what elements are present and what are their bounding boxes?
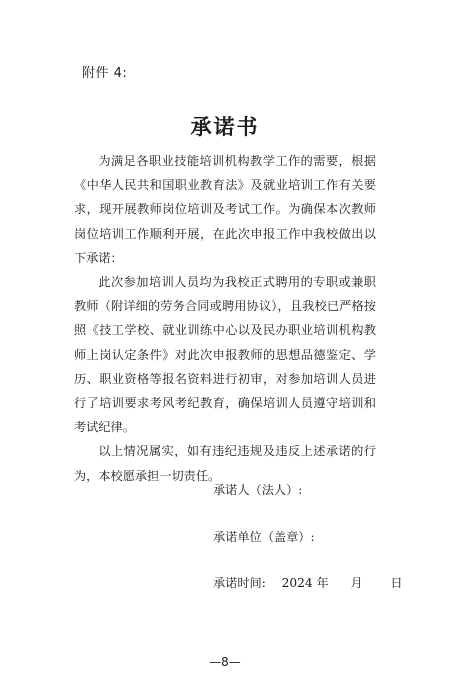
page-number: —8—	[209, 655, 241, 669]
paragraph-responsibility: 以上情况属实，如有违纪违规及违反上述承诺的行为，本校愿承担一切责任。	[74, 444, 376, 483]
date-day: 日	[390, 576, 403, 590]
signature-unit: 承诺单位（盖章）:	[213, 530, 315, 544]
date-month: 月	[350, 576, 363, 590]
date-label: 承诺时间:	[213, 576, 266, 590]
signature-legal-person: 承诺人（法人）:	[213, 483, 303, 497]
document-body	[74, 149, 376, 488]
attachment-label: 附件 4:	[82, 66, 128, 81]
signature-date	[213, 574, 403, 591]
paragraph-commitment: 此次参加培训人员均为我校正式聘用的专职或兼职教师（附详细的劳务合同或聘用协议），且我校已严格按照《技工学校、就业训练中心以及民办职业培训机构教师上岗认定条件》对此次申报教师的思想品德鉴定、学历、职业资格等报名资料进行初审，对参加培训人员进行了培训要求考风考纪教育，确保培训人员遵守培训和考试纪律。	[74, 275, 376, 435]
document-title: 承诺书	[190, 114, 260, 139]
paragraph-intro: 为满足各职业技能培训机构教学工作的需要，根据《中华人民共和国职业教育法》及就业培训工作有关要求，现开展教师岗位培训及考试工作。为确保本次教师岗位培训工作顺利开展，在此次申报工作中我校做出以下承诺：	[74, 154, 376, 265]
date-year: 2024 年	[281, 576, 329, 590]
